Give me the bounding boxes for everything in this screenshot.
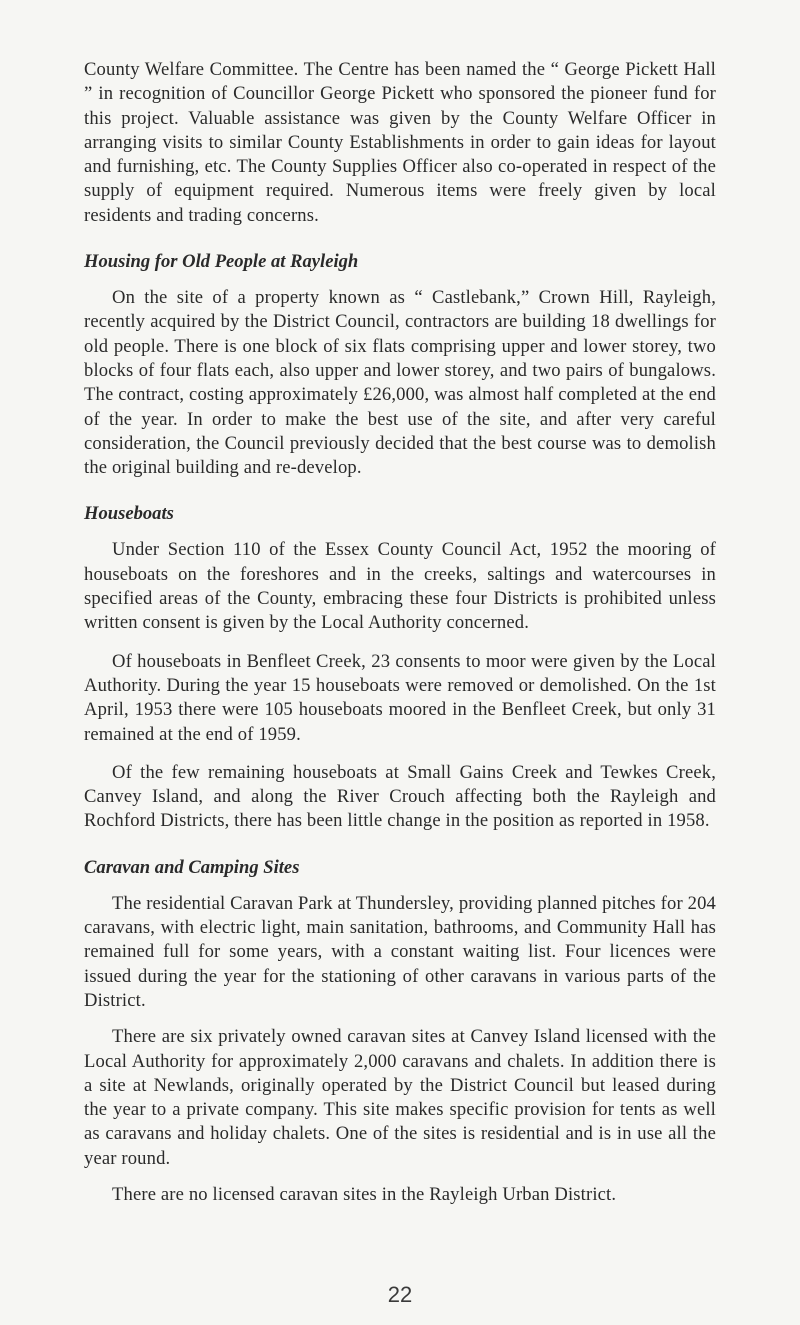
section-heading-houseboats: Houseboats (84, 503, 174, 525)
page-number: 22 (387, 1282, 413, 1307)
houseboats-paragraph-2: Of houseboats in Benfleet Creek, 23 consents to moor were given by the Local Authority. During the year 15 houseboats were removed or demolished. On the 1st April, 1953 there were 105 houseboats moored in the Benfleet Creek, but only 31 remained at the end of 1959. (84, 650, 716, 745)
section-heading-housing: Housing for Old People at Rayleigh (84, 251, 359, 273)
houseboats-paragraph-3: Of the few remaining houseboats at Small Gains Creek and Tewkes Creek, Canvey Island, and along the River Crouch affecting both the Rayleigh and Rochford Districts, there has been little change in the position as reported in 1958. (84, 761, 716, 832)
houseboats-paragraph-1: Under Section 110 of the Essex County Council Act, 1952 the mooring of houseboats on the foreshores and in the creeks, saltings and watercourses in specified areas of the County, embracing these four Districts is prohibited unless written consent is given by the Local Authority concerned. (84, 539, 716, 634)
caravans-paragraph-3: There are no licensed caravan sites in the Rayleigh Urban District. (112, 1183, 617, 1205)
section-heading-caravans: Caravan and Camping Sites (84, 856, 300, 878)
housing-paragraph: On the site of a property known as “ Castlebank,” Crown Hill, Rayleigh, recently acquired by the District Council, contractors are building 18 dwellings for old people. There is one block of six flats comprising upper and lower storey, two blocks of four flats each, also upper and lower storey, and two pairs of bungalows. The contract, costing approximately £26,000, was almost half completed at the end of the year. In order to make the best use of the site, and after very careful consideration, the Council previously decided that the best course was to demolish the original building and re-develop. (84, 287, 716, 479)
caravans-paragraph-1: The residential Caravan Park at Thundersley, providing planned pitches for 204 caravans, with electric light, main sanitation, bathrooms, and Community Hall has remained full for some years, with a constant waiting list. Four licences were issued during the year for the stationing of other caravans in various parts of the District. (84, 892, 716, 1011)
intro-paragraph: County Welfare Committee. The Centre has been named the “ George Pickett Hall ” in recognition of Councillor George Pickett who sponsored the pioneer fund for this project. Valuable assistance was given by the County Welfare Officer in arranging visits to similar County Establishments in order to gain ideas for layout and furnishing, etc. The County Supplies Officer also co-operated in respect of the supply of equipment required. Numerous items were freely given by local residents and trading concerns. (84, 59, 716, 226)
caravans-paragraph-2: There are six privately owned caravan sites at Canvey Island licensed with the Local Authority for approximately 2,000 caravans and chalets. In addition there is a site at Newlands, originally operated by the District Council but leased during the year to a private company. This site makes specific provision for tents as well as caravans and holiday chalets. One of the sites is residential and is in use all the year round. (84, 1026, 716, 1169)
